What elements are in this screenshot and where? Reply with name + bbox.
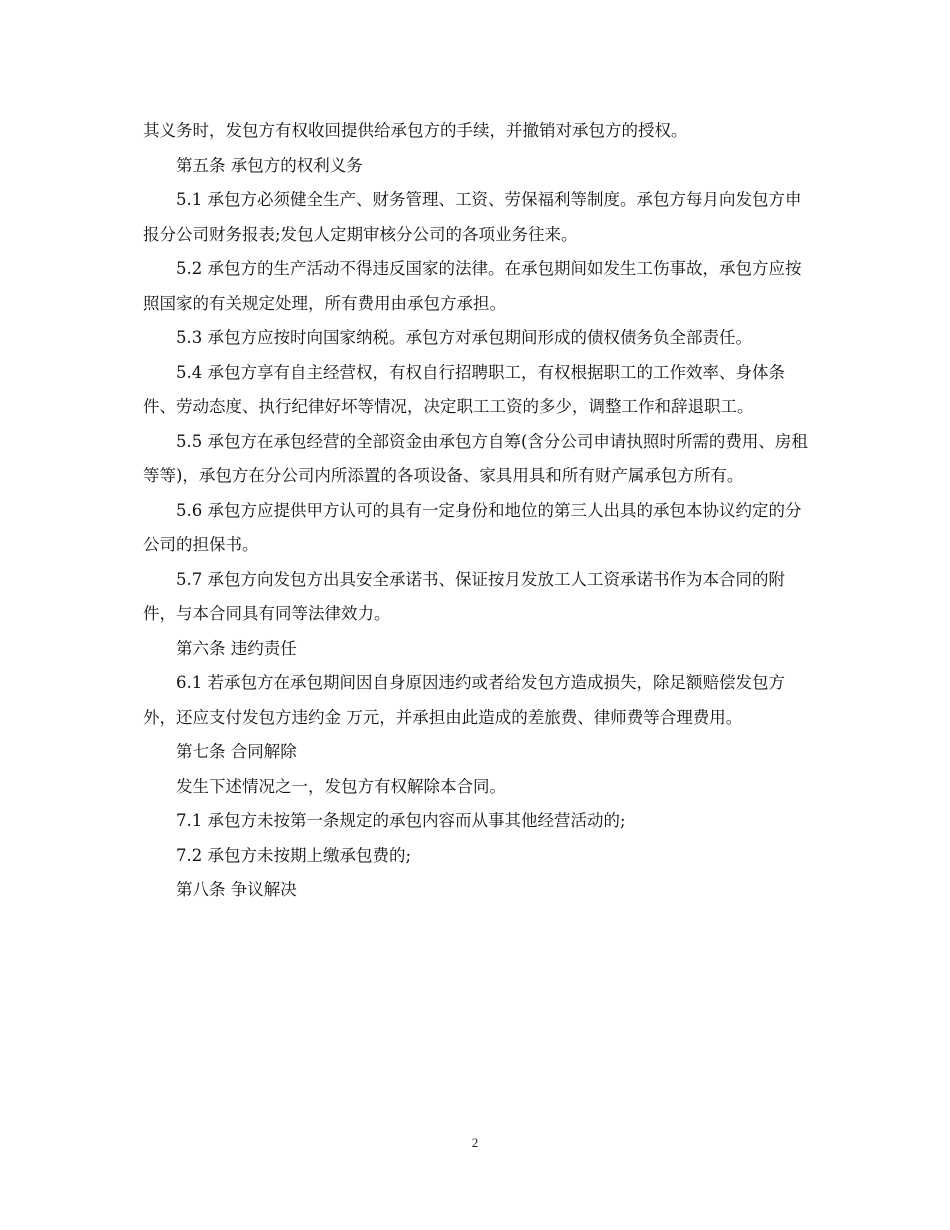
- section-heading: 第五条 承包方的权利义务: [176, 155, 363, 175]
- section-heading: 第六条 违约责任: [176, 638, 297, 658]
- section-heading: 第八条 争议解决: [176, 880, 297, 899]
- document-body: [143, 114, 809, 908]
- paragraph: 发生下述情况之一，发包方有权解除本合同。: [176, 776, 506, 796]
- section-heading: 第七条 合同解除: [176, 742, 297, 761]
- paragraph: 5.3 承包方应按时向国家纳税。承包方对承包期间形成的债权债务负全部责任。: [176, 328, 752, 347]
- paragraph: 5.1 承包方必须健全生产、财务管理、工资、劳保福利等制度。承包方每月向发包方申报分公司财务报表;发包人定期审核分公司的各项业务往来。: [143, 190, 802, 244]
- paragraph: 7.2 承包方未按期上缴承包费的;: [176, 845, 412, 865]
- paragraph: 5.4 承包方享有自主经营权，有权自行招聘职工，有权根据职工的工作效率、身体条件、劳动态度、执行纪律好坏等情况，决定职工工资的多少，调整工作和辞退职工。: [143, 362, 785, 416]
- paragraph: 5.7 承包方向发包方出具安全承诺书、保证按月发放工人工资承诺书作为本合同的附件，与本合同具有同等法律效力。: [143, 569, 785, 623]
- paragraph: 5.5 承包方在承包经营的全部资金由承包方自筹(含分公司申请执照时所需的费用、房租等等)，承包方在分公司内所添置的各项设备、家具用具和所有财产属承包方所有。: [143, 431, 808, 485]
- paragraph: 5.2 承包方的生产活动不得违反国家的法律。在承包期间如发生工伤事故，承包方应按照国家的有关规定处理，所有费用由承包方承担。: [143, 259, 802, 313]
- paragraph: 5.6 承包方应提供甲方认可的具有一定身份和地位的第三人出具的承包本协议约定的分公司的担保书。: [143, 500, 802, 554]
- page-number: 2: [471, 1135, 479, 1150]
- paragraph: 7.1 承包方未按第一条规定的承包内容而从事其他经营活动的;: [176, 811, 626, 830]
- paragraph: 6.1 若承包方在承包期间因自身原因违约或者给发包方造成损失，除足额赔偿发包方外，还应支付发包方违约金 万元，并承担由此造成的差旅费、律师费等合理费用。: [143, 673, 785, 727]
- paragraph: 其义务时，发包方有权收回提供给承包方的手续，并撤销对承包方的授权。: [143, 121, 688, 140]
